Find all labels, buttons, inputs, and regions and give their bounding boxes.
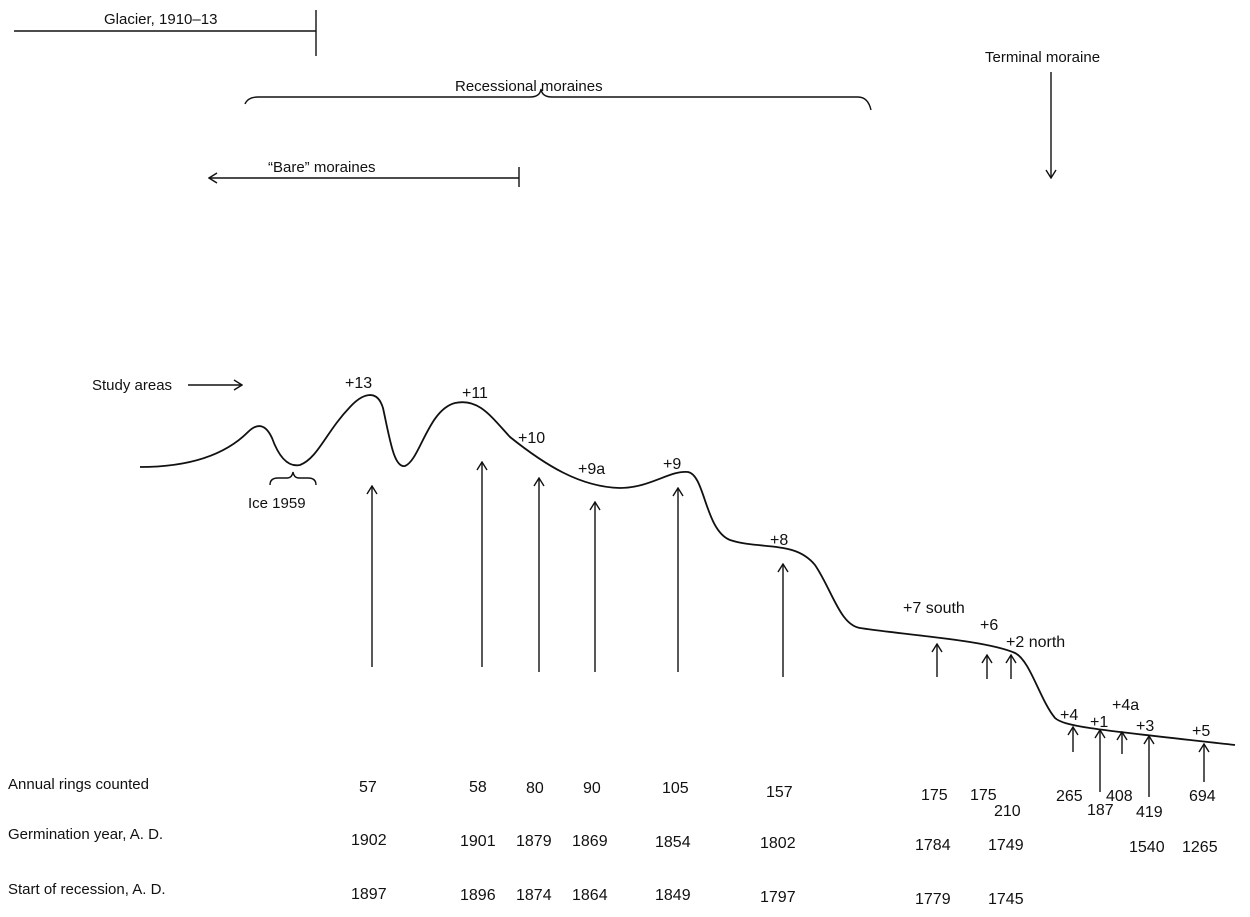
rings-value: 58: [469, 779, 487, 796]
site-label: +6: [980, 617, 999, 634]
rings-value: 419: [1136, 804, 1163, 821]
terminal-moraine-label: Terminal moraine: [985, 49, 1101, 66]
germination-value: 1854: [655, 834, 691, 851]
recession-value: 1897: [351, 886, 387, 903]
germination-value: 1784: [915, 837, 951, 854]
site-label: +10: [518, 430, 546, 447]
recession-value: 1874: [516, 887, 552, 904]
site-label: +4a: [1112, 697, 1140, 714]
site-label: +2 north: [1006, 634, 1066, 651]
germination-value: 1265: [1182, 839, 1218, 856]
recession-value: 1849: [655, 887, 691, 904]
site-label: +4: [1060, 707, 1079, 724]
rings-value: 210: [994, 803, 1021, 820]
site-label: +13: [345, 375, 373, 392]
rings-value: 105: [662, 780, 689, 797]
germination-value: 1749: [988, 837, 1024, 854]
study-areas-label: Study areas: [92, 377, 173, 394]
site-label: +3: [1136, 718, 1155, 735]
germination-value: 1802: [760, 835, 796, 852]
rings-value: 694: [1189, 788, 1216, 805]
site-label: +9: [663, 456, 682, 473]
site-label: +1: [1090, 714, 1109, 731]
recession-value: 1779: [915, 891, 951, 908]
recessional-moraines-label: Recessional moraines: [455, 78, 603, 95]
germination-value: 1901: [460, 833, 496, 850]
germination-value: 1879: [516, 833, 552, 850]
recession-value: 1745: [988, 891, 1024, 908]
rings-value: 90: [583, 780, 601, 797]
rings-value: 157: [766, 784, 793, 801]
site-label: +9a: [578, 461, 606, 478]
rings-value: 175: [921, 787, 948, 804]
terrain-profile-line: [140, 395, 1235, 745]
site-label: +5: [1192, 723, 1211, 740]
rings-value: 80: [526, 780, 544, 797]
site-label: +11: [462, 385, 488, 402]
site-label: +7 south: [903, 600, 965, 617]
recession-value: 1797: [760, 889, 796, 906]
rings-value: 265: [1056, 788, 1083, 805]
ice-1959-label: Ice 1959: [248, 495, 306, 512]
site-label: +8: [770, 532, 789, 549]
germination-value: 1869: [572, 833, 608, 850]
rings-value: 408: [1106, 788, 1133, 805]
rings-value: 187: [1087, 802, 1114, 819]
rings-value: 57: [359, 779, 377, 796]
recession-value: 1864: [572, 887, 608, 904]
glacier-label: Glacier, 1910–13: [104, 11, 218, 28]
bare-moraines-label: “Bare” moraines: [268, 159, 376, 176]
germination-value: 1902: [351, 832, 387, 849]
recession-row-label: Start of recession, A. D.: [8, 881, 166, 898]
rings-value: 175: [970, 787, 997, 804]
rings-row-label: Annual rings counted: [8, 776, 149, 793]
ice-1959-brace: [270, 472, 316, 485]
germination-row-label: Germination year, A. D.: [8, 826, 164, 843]
germination-value: 1540: [1129, 839, 1165, 856]
recession-value: 1896: [460, 887, 496, 904]
